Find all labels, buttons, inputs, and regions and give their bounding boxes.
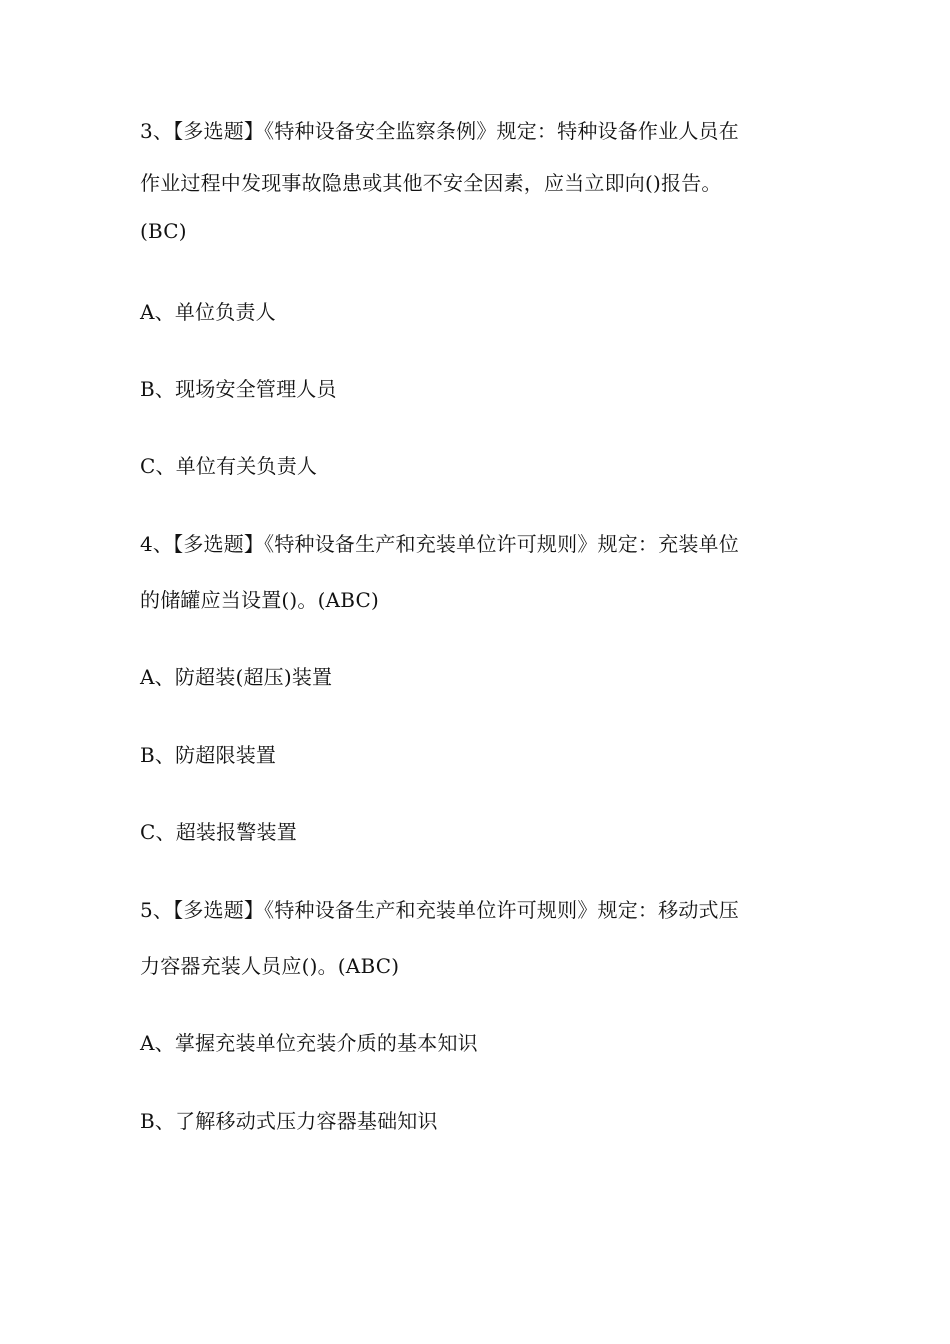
question-3-answer: (BC) (140, 219, 187, 243)
question-3-option-c: C、单位有关负责人 (140, 454, 318, 478)
question-5-stem-line-2: 力容器充装人员应()。(ABC) (140, 954, 400, 978)
question-4-option-b: B、防超限装置 (140, 743, 277, 767)
question-3-stem-line-2: 作业过程中发现事故隐患或其他不安全因素，应当立即向()报告。 (140, 171, 722, 195)
question-3-option-a: A、单位负责人 (140, 300, 276, 324)
question-5-option-a: A、掌握充装单位充装介质的基本知识 (140, 1031, 478, 1055)
question-4-stem-line-2: 的储罐应当设置()。(ABC) (140, 588, 380, 612)
question-4-stem-line-1: 4、【多选题】《特种设备生产和充装单位许可规则》规定：充装单位 (140, 532, 739, 556)
question-4-option-a: A、防超装(超压)装置 (140, 665, 333, 689)
question-4-option-c: C、超装报警装置 (140, 820, 297, 844)
question-3-stem-line-1: 3、【多选题】《特种设备安全监察条例》规定：特种设备作业人员在 (140, 119, 739, 143)
question-5-stem-line-1: 5、【多选题】《特种设备生产和充装单位许可规则》规定：移动式压 (140, 898, 739, 922)
question-5-option-b: B、了解移动式压力容器基础知识 (140, 1109, 438, 1133)
question-3-option-b: B、现场安全管理人员 (140, 377, 337, 401)
